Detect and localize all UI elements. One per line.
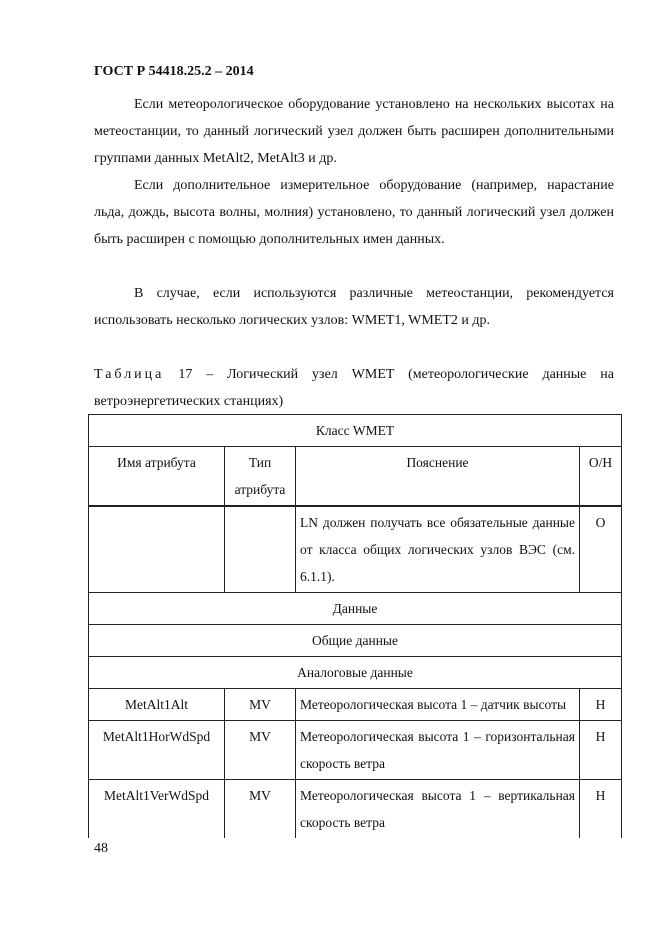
section-data: Данные (89, 593, 622, 625)
attr-type: MV (225, 721, 296, 780)
attr-type: MV (225, 780, 296, 839)
section-common: Общие данные (89, 625, 622, 657)
header-row (89, 447, 622, 507)
table-caption (94, 361, 614, 415)
attr-name: MetAlt1Alt (89, 689, 225, 721)
attr-desc: Метеорологическая высота 1 – вертикальная скорость ветра (296, 780, 580, 839)
attr-on: Н (580, 689, 622, 721)
ln-type (225, 506, 296, 593)
attr-desc: Метеорологическая высота 1 – горизонтальная скорость ветра (296, 721, 580, 780)
ln-on: О (580, 506, 622, 593)
attr-name: MetAlt1VerWdSpd (89, 780, 225, 839)
attr-on: Н (580, 721, 622, 780)
table-row (89, 780, 622, 839)
paragraph-2: Если дополнительное измерительное оборудование (например, нарастание льда, дождь, высота волны, молния) установлено, то данный логический узел должен быть расширен с помощью дополнительных имен данных. (94, 178, 614, 247)
document-header: ГОСТ Р 54418.25.2 – 2014 (94, 64, 254, 79)
header-type: Тип атрибута (225, 447, 296, 507)
section-analog: Аналоговые данные (89, 657, 622, 689)
paragraph-3: В случае, если используются различные метеостанции, рекомендуется использовать несколько логических узлов: WMET1, WMET2 и др. (94, 286, 614, 328)
ln-row (89, 506, 622, 593)
header-on: О/Н (580, 447, 622, 507)
table-row (89, 689, 622, 721)
ln-name (89, 506, 225, 593)
section-row (89, 593, 622, 625)
wmet-table (88, 414, 622, 838)
section-row (89, 657, 622, 689)
header-desc: Пояснение (296, 447, 580, 507)
page-number: 48 (94, 841, 108, 856)
ln-desc: LN должен получать все обязательные данные от класса общих логических узлов ВЭС (см. 6.1.1). (296, 506, 580, 593)
table-row (89, 721, 622, 780)
caption-label: Таблица (94, 367, 165, 382)
section-row (89, 625, 622, 657)
caption-text: 17 – Логический узел WMET (метеорологические данные на ветроэнергетических станциях) (94, 367, 615, 409)
class-title-row (89, 415, 622, 447)
paragraph-1: Если метеорологическое оборудование установлено на нескольких высотах на метеостанции, то данный логический узел должен быть расширен дополнительными группами данных MetAlt2, MetAlt3 и др. (94, 97, 614, 166)
attr-desc: Метеорологическая высота 1 – датчик высоты (296, 689, 580, 721)
class-title: Класс WMET (89, 415, 622, 447)
attr-name: MetAlt1HorWdSpd (89, 721, 225, 780)
attr-type: MV (225, 689, 296, 721)
attr-on: Н (580, 780, 622, 839)
header-name: Имя атрибута (89, 447, 225, 507)
